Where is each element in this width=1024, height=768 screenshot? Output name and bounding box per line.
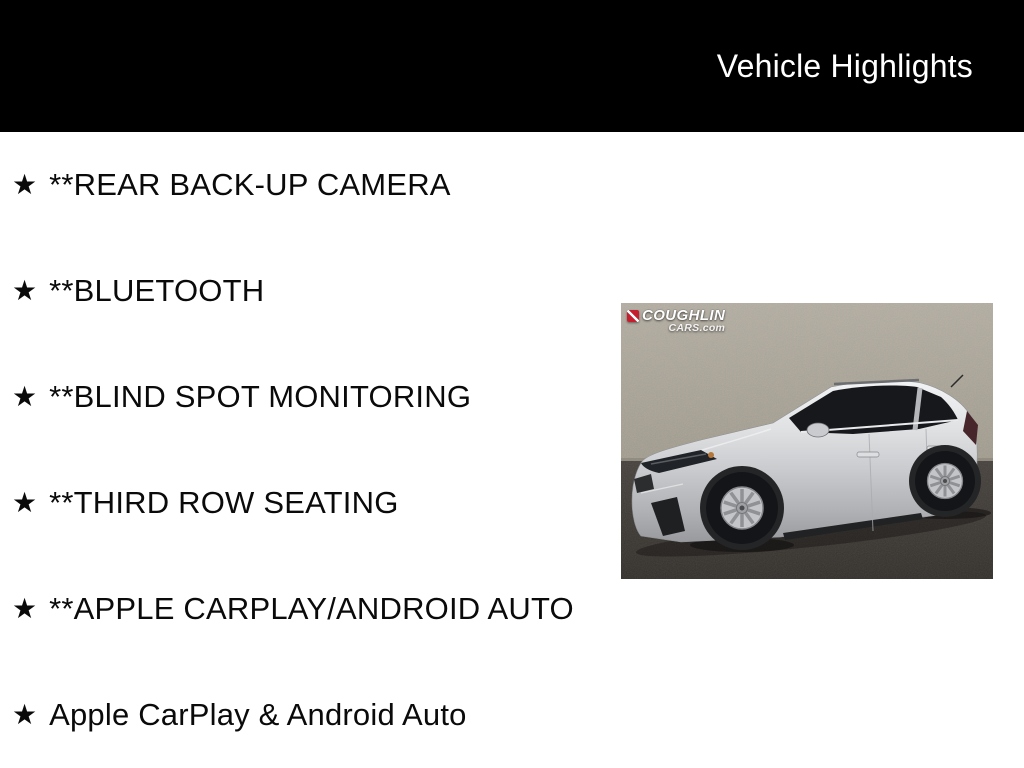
star-icon: ★ bbox=[12, 699, 38, 730]
star-icon: ★ bbox=[12, 275, 38, 306]
highlight-item bbox=[0, 662, 1024, 768]
star-icon: ★ bbox=[12, 593, 38, 624]
vehicle-photo bbox=[621, 303, 993, 579]
dealer-watermark bbox=[627, 307, 725, 334]
highlight-label: Apple CarPlay & Android Auto bbox=[49, 697, 467, 732]
star-icon: ★ bbox=[12, 381, 38, 412]
dealer-brand-name: COUGHLIN bbox=[642, 307, 726, 324]
highlight-label: **BLUETOOTH bbox=[49, 273, 265, 308]
vehicle-photo-illustration bbox=[621, 303, 993, 579]
star-icon: ★ bbox=[12, 487, 38, 518]
dealer-brand-suffix: CARS.com bbox=[668, 322, 726, 334]
dealer-logo-icon bbox=[627, 310, 639, 322]
highlight-item bbox=[0, 132, 1024, 238]
header-bar bbox=[0, 0, 1024, 132]
highlight-label: **BLIND SPOT MONITORING bbox=[49, 379, 472, 414]
highlight-label: **REAR BACK-UP CAMERA bbox=[49, 167, 451, 202]
highlight-label: **APPLE CARPLAY/ANDROID AUTO bbox=[49, 591, 574, 626]
star-icon: ★ bbox=[12, 169, 38, 200]
highlight-label: **THIRD ROW SEATING bbox=[49, 485, 399, 520]
page-title: Vehicle Highlights bbox=[716, 47, 973, 84]
